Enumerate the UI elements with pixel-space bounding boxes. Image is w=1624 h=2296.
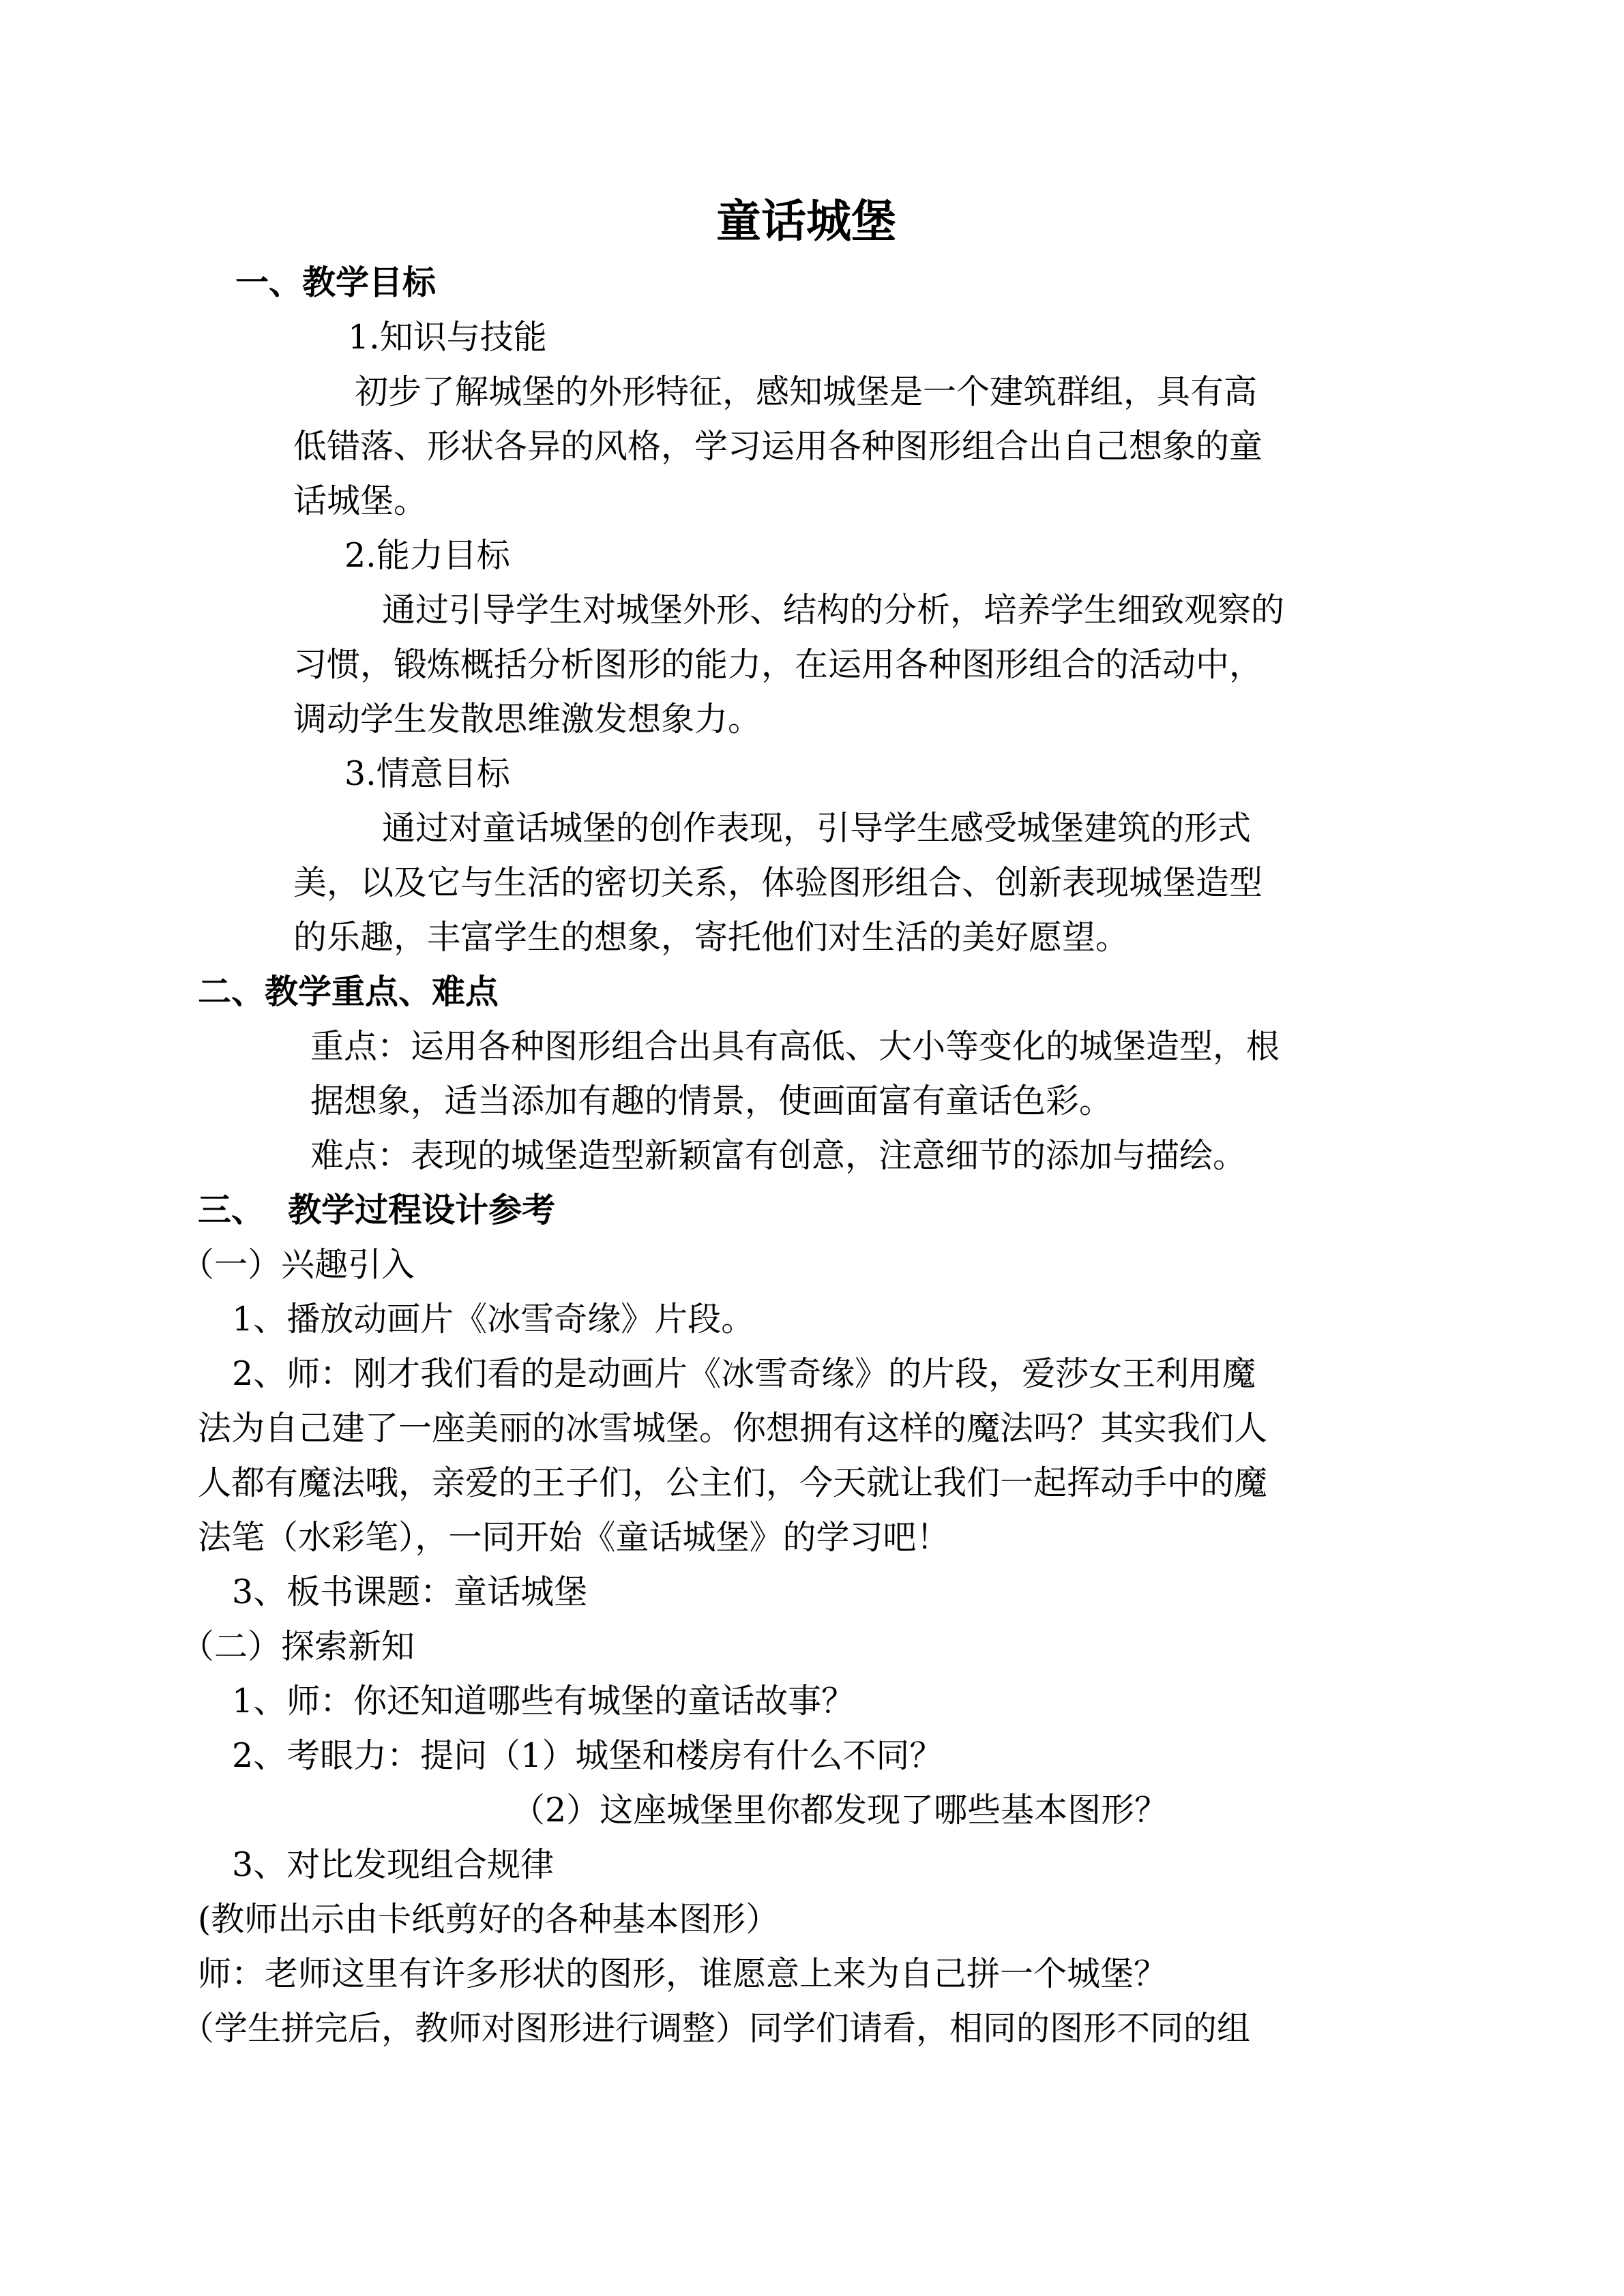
paragraph-line: 通过对童话城堡的创作表现，引导学生感受城堡建筑的形式 bbox=[382, 809, 1252, 848]
subheading-ability: 2.能力目标 bbox=[344, 536, 510, 575]
paragraph-line: 法笔（水彩笔），一同开始《童话城堡》的学习吧！ bbox=[198, 1518, 950, 1557]
paragraph-line: (教师出示由卡纸剪好的各种基本图形） bbox=[198, 1900, 780, 1939]
paragraph-line: 低错落、形状各异的风格，学习运用各种图形组合出自己想象的童 bbox=[293, 427, 1263, 466]
paragraph-line: （2）这座城堡里你都发现了哪些基本图形？ bbox=[512, 1791, 1168, 1830]
paragraph-line: 据想象，适当添加有趣的情景，使画面富有童话色彩。 bbox=[310, 1082, 1113, 1120]
paragraph-line: 美，以及它与生活的密切关系，体验图形组合、创新表现城堡造型 bbox=[293, 863, 1263, 902]
page-title: 童话城堡 bbox=[716, 195, 896, 248]
paragraph-line: 习惯，锻炼概括分析图形的能力，在运用各种图形组合的活动中， bbox=[293, 645, 1263, 684]
paragraph-line: 3、板书课题：童话城堡 bbox=[232, 1572, 588, 1611]
subheading-affective: 3.情意目标 bbox=[344, 754, 510, 793]
section-heading-objectives: 一、教学目标 bbox=[235, 263, 437, 302]
paragraph-line: 通过引导学生对城堡外形、结构的分析，培养学生细致观察的 bbox=[382, 591, 1285, 629]
paragraph-line: 3、对比发现组合规律 bbox=[232, 1845, 555, 1884]
subsection-label-explore: （二）探索新知 bbox=[181, 1627, 415, 1666]
paragraph-line: 2、考眼力：提问（1）城堡和楼房有什么不同？ bbox=[232, 1736, 943, 1775]
paragraph-line: 话城堡。 bbox=[293, 481, 428, 520]
paragraph-line: 2、师：刚才我们看的是动画片《冰雪奇缘》的片段，爱莎女王利用魔 bbox=[232, 1354, 1256, 1393]
paragraph-line: 初步了解城堡的外形特征，感知城堡是一个建筑群组，具有高 bbox=[355, 372, 1258, 411]
paragraph-line: 1、师：你还知道哪些有城堡的童话故事？ bbox=[232, 1682, 855, 1720]
paragraph-line: 重点：运用各种图形组合出具有高低、大小等变化的城堡造型，根 bbox=[310, 1027, 1280, 1066]
paragraph-line: 师：老师这里有许多形状的图形，谁愿意上来为自己拼一个城堡？ bbox=[198, 1954, 1168, 1993]
paragraph-line: 调动学生发散思维激发想象力。 bbox=[293, 700, 762, 739]
subheading-knowledge: 1.知识与技能 bbox=[348, 318, 547, 357]
paragraph-line: 1、播放动画片《冰雪奇缘》片段。 bbox=[232, 1300, 755, 1339]
section-heading-process: 三、 教学过程设计参考 bbox=[198, 1191, 556, 1229]
paragraph-line: 法为自己建了一座美丽的冰雪城堡。你想拥有这样的魔法吗？其实我们人 bbox=[198, 1409, 1268, 1448]
paragraph-line: 人都有魔法哦，亲爱的王子们，公主们，今天就让我们一起挥动手中的魔 bbox=[198, 1463, 1268, 1502]
paragraph-line: 的乐趣，丰富学生的想象，寄托他们对生活的美好愿望。 bbox=[293, 918, 1130, 957]
paragraph-line: （学生拼完后，教师对图形进行调整）同学们请看，相同的图形不同的组 bbox=[181, 2009, 1251, 2048]
subsection-label-intro: （一）兴趣引入 bbox=[181, 1245, 415, 1284]
section-heading-key-points: 二、教学重点、难点 bbox=[198, 972, 499, 1011]
paragraph-line: 难点：表现的城堡造型新颖富有创意，注意细节的添加与描绘。 bbox=[310, 1136, 1247, 1175]
